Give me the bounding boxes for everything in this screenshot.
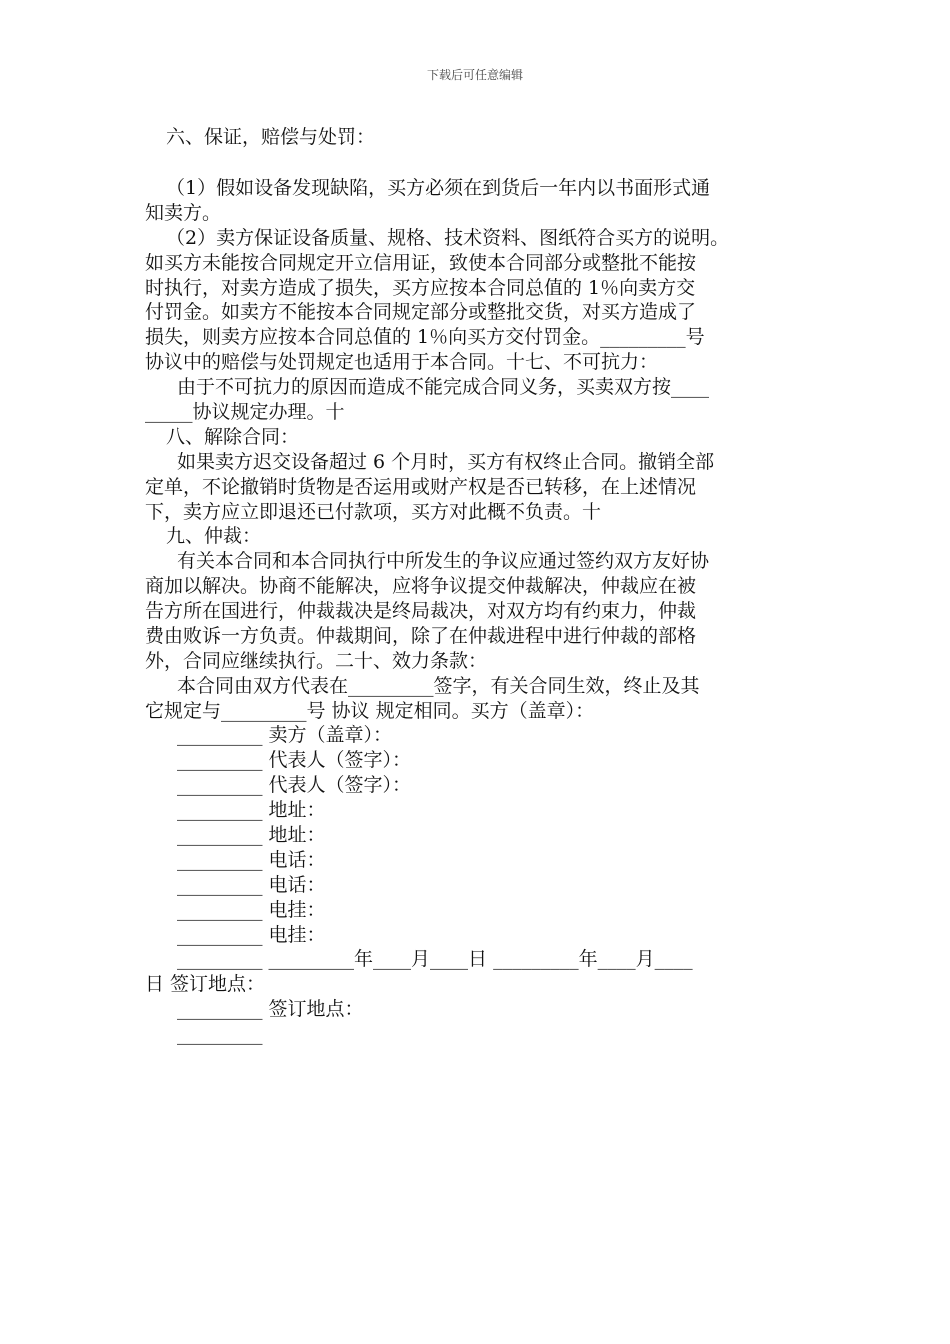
paragraph-line: 付罚金。如卖方不能按本合同规定部分或整批交货，对买方造成了 (145, 301, 697, 323)
signature-line: 日 签订地点： (145, 973, 266, 995)
signature-line: _________ 地址： (177, 799, 326, 821)
paragraph-line: 外，合同应继续执行。二十、效力条款： (145, 650, 488, 672)
section-heading: 八、解除合同： (166, 426, 300, 448)
signature-line: _________ 签订地点： (177, 998, 364, 1020)
signature-line: _________ 电话： (177, 874, 326, 896)
paragraph-line: 它规定与_________号 协议 规定相同。买方（盖章）： (145, 700, 595, 722)
paragraph-line: 如果卖方迟交设备超过 6 个月时，买方有权终止合同。撤销全部 (177, 451, 715, 473)
signature-line: _________ 地址： (177, 824, 326, 846)
section-heading: 九、仲裁： (166, 525, 262, 547)
paragraph-line: 如买方未能按合同规定开立信用证，致使本合同部分或整批不能按 (145, 252, 697, 274)
signature-line: _________ 卖方（盖章）： (177, 724, 393, 746)
paragraph-line: 时执行，对卖方造成了损失，买方应按本合同总值的 1％向卖方交 (145, 277, 696, 299)
paragraph-line: 知卖方。 (145, 202, 222, 224)
date-line: _________ _________年____月____日 _________年____月____ (177, 948, 693, 970)
paragraph-line: _____协议规定办理。十 (145, 401, 345, 423)
paragraph-line: 定单，不论撤销时货物是否运用或财产权是否已转移，在上述情况 (145, 476, 697, 498)
paragraph-line: 下，卖方应立即退还已付款项，买方对此概不负责。十 (145, 501, 602, 523)
paragraph-line: 商加以解决。协商不能解决，应将争议提交仲裁解决，仲裁应在被 (145, 575, 697, 597)
signature-line: _________ 代表人（签字）： (177, 774, 412, 796)
paragraph-line: （1）假如设备发现缺陷，买方必须在到货后一年内以书面形式通 (166, 177, 711, 199)
signature-line: _________ (177, 1023, 263, 1045)
section-heading: 六、保证，赔偿与处罚： (166, 126, 376, 148)
signature-line: _________ 电挂： (177, 924, 326, 946)
signature-line: _________ 电挂： (177, 899, 326, 921)
paragraph-line: 由于不可抗力的原因而造成不能完成合同义务，买卖双方按____ (177, 376, 710, 398)
page-header: 下载后可任意编辑 (426, 68, 523, 82)
paragraph-line: 费由败诉一方负责。仲裁期间，除了在仲裁进程中进行仲裁的部格 (145, 625, 697, 647)
paragraph-line: 协议中的赔偿与处罚规定也适用于本合同。十七、不可抗力： (145, 351, 659, 373)
paragraph-line: 本合同由双方代表在_________签字，有关合同生效，终止及其 (177, 675, 700, 697)
paragraph-line: 损失，则卖方应按本合同总值的 1％向买方交付罚金。_________号 (145, 326, 705, 348)
signature-line: _________ 电话： (177, 849, 326, 871)
signature-line: _________ 代表人（签字）： (177, 749, 412, 771)
paragraph-line: 有关本合同和本合同执行中所发生的争议应通过签约双方友好协 (177, 550, 710, 572)
paragraph-line: 告方所在国进行，仲裁裁决是终局裁决，对双方均有约束力，仲裁 (145, 600, 697, 622)
paragraph-line: （2）卖方保证设备质量、规格、技术资料、图纸符合买方的说明。 (166, 227, 730, 249)
